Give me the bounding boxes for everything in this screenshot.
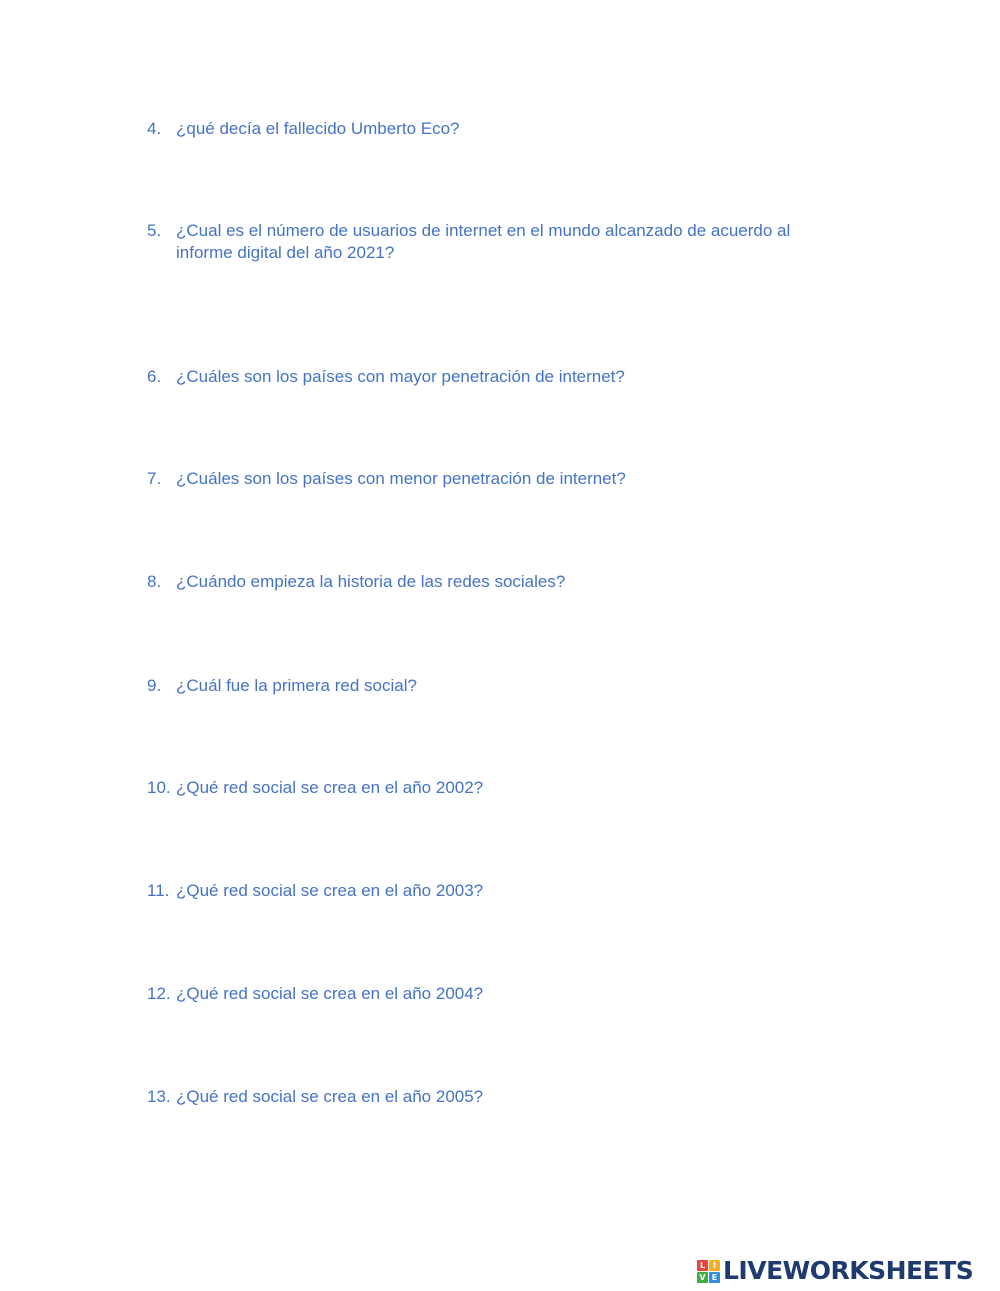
- liveworksheets-logo: [697, 1256, 973, 1286]
- question-12: [147, 983, 847, 1005]
- question-8: [147, 571, 847, 593]
- question-number: 13.: [147, 1087, 171, 1106]
- question-text: ¿Cuándo empieza la historia de las redes sociales?: [176, 572, 566, 591]
- logo-tile-v: V: [697, 1272, 708, 1283]
- question-number: 5.: [147, 221, 162, 240]
- question-5: [147, 220, 837, 264]
- question-number: 6.: [147, 367, 162, 386]
- logo-tile-e: E: [709, 1272, 720, 1283]
- question-4: [147, 118, 847, 140]
- question-number: 12.: [147, 984, 171, 1003]
- question-number: 9.: [147, 676, 162, 695]
- logo-tile-i: I: [709, 1260, 720, 1271]
- question-11: [147, 880, 847, 902]
- question-7: [147, 468, 847, 490]
- logo-tile-l: L: [697, 1260, 708, 1271]
- question-6: [147, 366, 847, 388]
- question-text: ¿Cuál fue la primera red social?: [176, 676, 417, 695]
- question-number: 8.: [147, 572, 162, 591]
- question-text: ¿Qué red social se crea en el año 2002?: [176, 778, 484, 797]
- question-number: 7.: [147, 469, 162, 488]
- question-number: 10.: [147, 778, 171, 797]
- question-text: ¿Qué red social se crea en el año 2005?: [176, 1087, 484, 1106]
- question-text: ¿qué decía el fallecido Umberto Eco?: [176, 119, 460, 138]
- question-text: ¿Cuáles son los países con mayor penetración de internet?: [176, 367, 625, 386]
- logo-text: LIVEWORKSHEETS: [723, 1256, 974, 1285]
- question-13: [147, 1086, 847, 1108]
- question-10: [147, 777, 847, 799]
- logo-tiles-icon: [697, 1260, 720, 1283]
- question-text: ¿Cuáles son los países con menor penetración de internet?: [176, 469, 626, 488]
- question-text: ¿Qué red social se crea en el año 2004?: [176, 984, 484, 1003]
- question-number: 4.: [147, 119, 162, 138]
- question-text: ¿Qué red social se crea en el año 2003?: [176, 881, 484, 900]
- question-number: 11.: [147, 881, 170, 900]
- question-9: [147, 675, 847, 697]
- question-text: ¿Cual es el número de usuarios de internet en el mundo alcanzado de acuerdo al informe digital del año 2021?: [176, 221, 791, 262]
